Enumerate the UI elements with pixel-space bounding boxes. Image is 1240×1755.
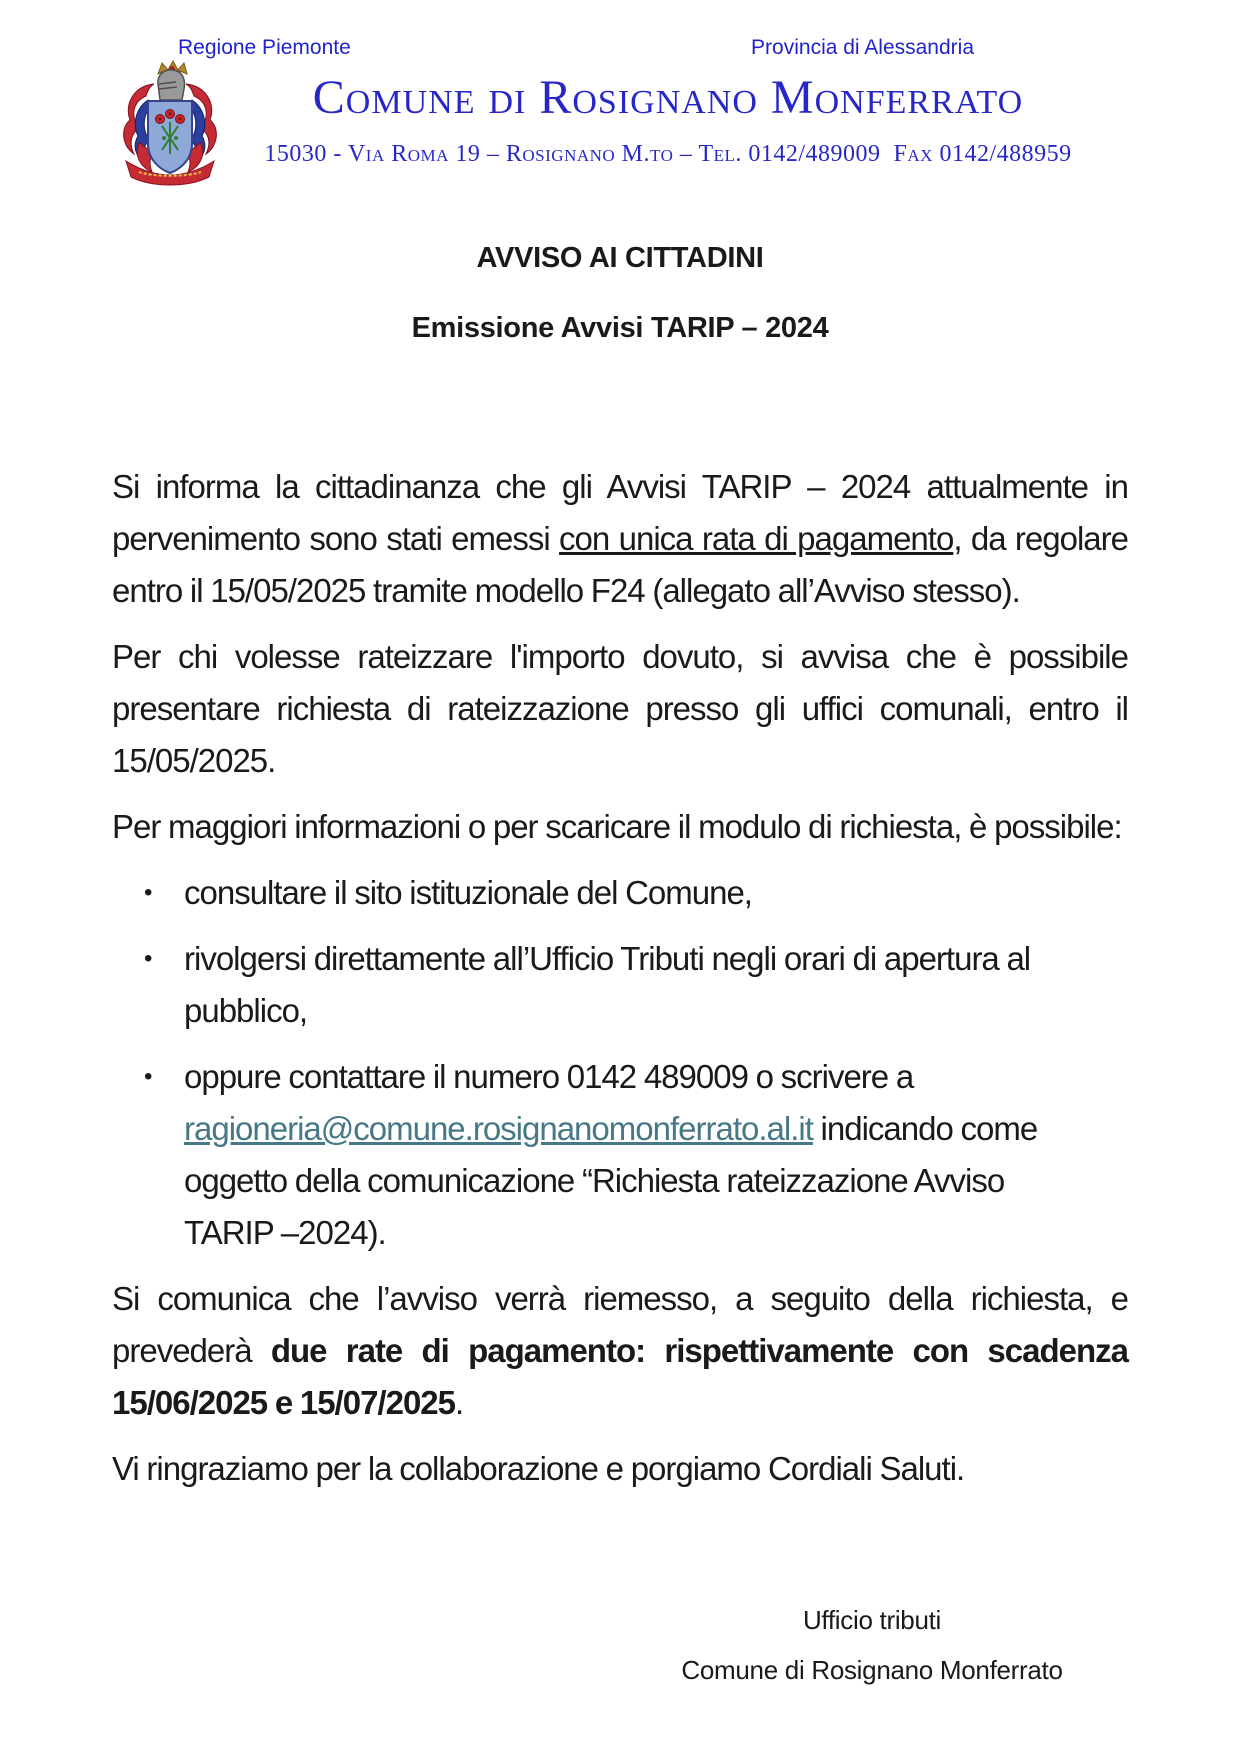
municipality-address: 15030 - Via Roma 19 – Rosignano M.to – Tel. 0142/489009 Fax 0142/488959 — [264, 140, 1072, 167]
header-row — [0, 0, 1240, 60]
text-run: . — [455, 1383, 464, 1421]
text-run: oppure contattare il numero 0142 489009 o scrivere a — [184, 1057, 914, 1095]
body-paragraph — [112, 1443, 1128, 1495]
email-link[interactable]: ragioneria@comune.rosignanomonferrato.al.it — [184, 1109, 813, 1147]
coat-of-arms-icon — [112, 58, 228, 191]
bullet-item — [112, 867, 1128, 919]
bullet-icon: • — [144, 1062, 153, 1090]
bullet-icon: • — [144, 878, 153, 906]
text-run: rivolgersi direttamente all’Ufficio Tributi negli orari di apertura al pubblico, — [184, 939, 1031, 1029]
bullet-icon: • — [144, 944, 153, 972]
text-run: consultare il sito istituzionale del Comune, — [184, 873, 752, 911]
notice-title: AVVISO AI CITTADINI — [476, 241, 764, 274]
body-paragraph — [112, 461, 1128, 617]
notice-subtitle: Emissione Avvisi TARIP – 2024 — [411, 311, 829, 344]
region-label: Regione Piemonte — [178, 36, 351, 59]
bullet-text — [184, 867, 1128, 919]
signature-municipality: Comune di Rosignano Monferrato — [681, 1654, 1063, 1685]
body-paragraph — [112, 1273, 1128, 1429]
text-run: indicando come oggetto della comunicazione “Richiesta rateizzazione Avviso TARIP –2024). — [184, 1109, 1038, 1251]
text-run: con unica rata di pagamento — [559, 519, 954, 557]
signature-block — [592, 1595, 1152, 1695]
text-run: Vi ringraziamo per la collaborazione e porgiamo Cordiali Saluti. — [112, 1449, 965, 1487]
bullet-item — [112, 933, 1128, 1037]
signature-office: Ufficio tributi — [802, 1604, 942, 1635]
province-label: Provincia di Alessandria — [751, 36, 974, 59]
text-run: , da regolare entro il 15/05/2025 tramite modello F24 (allegato all’Avviso stesso). — [112, 519, 1129, 609]
body-paragraph — [112, 801, 1128, 853]
document-body — [0, 461, 1240, 1495]
municipality-title: Comune di Rosignano Monferrato — [312, 71, 1024, 124]
body-paragraph — [112, 631, 1128, 787]
bullet-item — [112, 1051, 1128, 1259]
text-run: due rate di pagamento: rispettivamente con scadenza 15/06/2025 e 15/07/2025 — [112, 1331, 1128, 1421]
text-run: Per chi volesse rateizzare l'importo dovuto, si avvisa che è possibile presentare richiesta di rateizzazione presso gli uffici comunali, entro il 15/05/2025. — [112, 637, 1128, 779]
text-run: Si informa la cittadinanza che gli Avvisi TARIP – 2024 attualmente in pervenimento sono stati emessi — [112, 467, 1128, 557]
bullet-text — [184, 933, 1128, 1037]
text-run: Per maggiori informazioni o per scaricare il modulo di richiesta, è possibile: — [112, 807, 1122, 845]
bullet-text — [184, 1051, 1128, 1259]
text-run: Si comunica che l’avviso verrà riemesso, a seguito della richiesta, e prevederà — [112, 1279, 1128, 1369]
